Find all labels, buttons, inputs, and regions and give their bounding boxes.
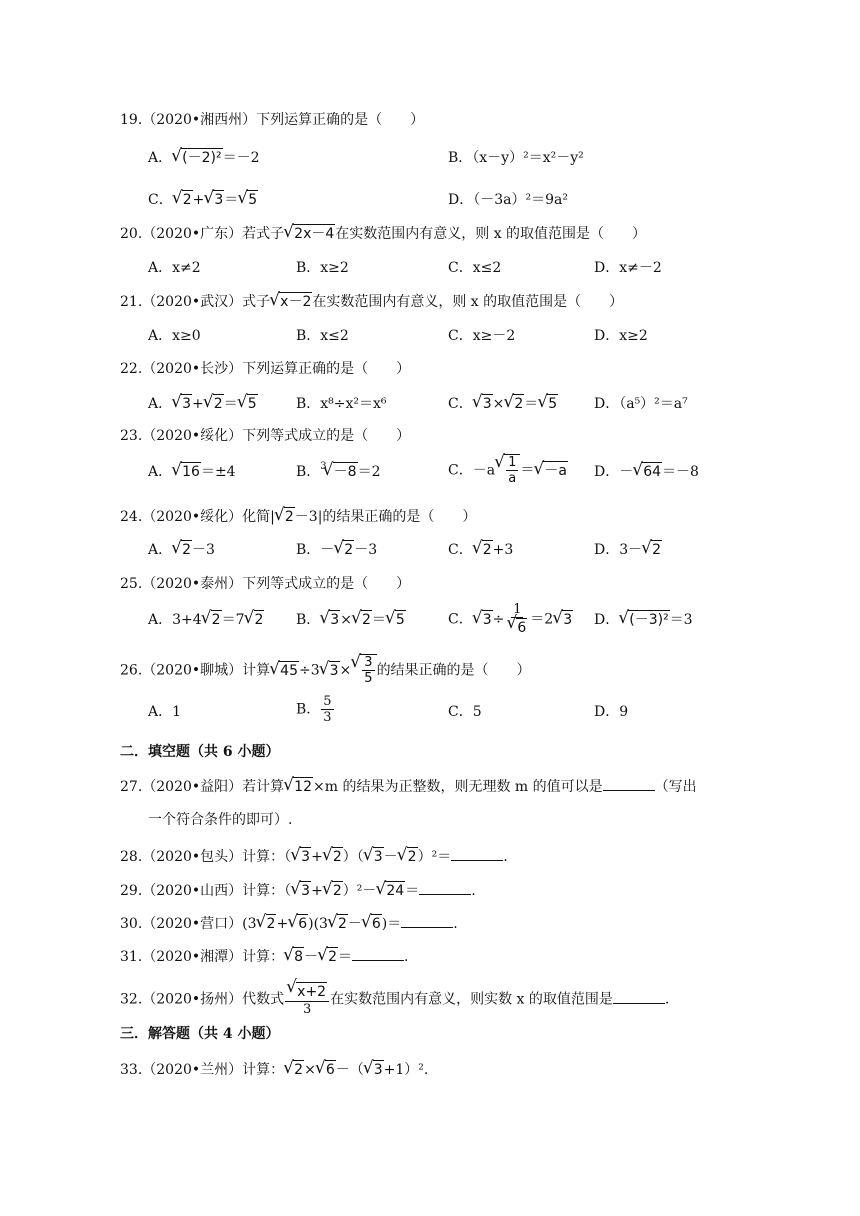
question-20-stem: 20.（2020•广东）若式子√ 2x－4在实数范围内有意义，则 x 的取值范围是（ ） — [120, 224, 646, 244]
answer-blank[interactable] — [401, 913, 453, 928]
question-22-stem: 22.（2020•长沙）下列运算正确的是（ ） — [120, 361, 411, 377]
answer-blank[interactable] — [451, 846, 503, 861]
question-30-stem: 30.（2020•营口）(3√ 2+√ 6)(3√ 2－√ 6)＝ . — [120, 913, 458, 934]
q23-option-b: B．$^3$√ －8＝2 — [296, 462, 381, 484]
q19-option-d: D．（－3a）²＝9a² — [448, 192, 568, 208]
q20-option-a: A．x≠2 — [148, 260, 201, 276]
q22-option-a: A．√ 3+√ 2＝√ 5 — [148, 394, 258, 414]
q24-option-b: B．－√ 2－3 — [296, 540, 377, 560]
q25-option-a: A．3+4√ 2＝7√ 2 — [148, 610, 264, 630]
answer-blank[interactable] — [419, 880, 471, 895]
option-label: A． — [148, 150, 173, 166]
q25-option-c: C．√ 3÷ 1 √ 6 ＝2√ 3 — [448, 602, 573, 637]
q21-option-c: C．x≥－2 — [448, 328, 516, 344]
question-28-stem: 28.（2020•包头）计算：（√ 3+√ 2）（√ 3－√ 2）²＝ . — [120, 846, 508, 867]
q24-option-d: D．3－√ 2 — [594, 540, 662, 560]
q23-option-c: C．－a √ $\frac{1}{a}$ ＝√ －a — [448, 454, 568, 486]
answer-blank[interactable] — [613, 989, 665, 1004]
q26-option-b: B． $\frac{5}{3}$ — [296, 694, 332, 725]
option-tail: ＝－2 — [222, 150, 260, 166]
q21-option-b: B．x≤2 — [296, 328, 349, 344]
answer-blank[interactable] — [352, 946, 404, 961]
q22-option-d: D．（a⁵）²＝a⁷ — [594, 396, 688, 412]
q23-option-a: A．√ 16＝±4 — [148, 462, 236, 482]
q24-option-c: C．√ 2+3 — [448, 540, 513, 560]
answer-blank[interactable] — [603, 776, 655, 791]
q26-option-d: D．9 — [594, 704, 629, 720]
question-27-stem: 27.（2020•益阳）若计算√ 12×m 的结果为正整数，则无理数 m 的值可以是 （写出 — [120, 776, 697, 797]
question-21-stem: 21.（2020•武汉）式子√ x－2在实数范围内有意义，则 x 的取值范围是（ ） — [120, 292, 623, 312]
q26-option-a: A．1 — [148, 704, 182, 720]
q25-option-d: D．√ (－3)²＝3 — [594, 610, 693, 630]
q19-option-a — [148, 148, 260, 168]
section-answer-title: 三．解答题（共 4 小题） — [120, 1026, 280, 1042]
q22-option-c: C．√ 3×√ 2＝√ 5 — [448, 394, 558, 414]
q20-option-c: C．x≤2 — [448, 260, 502, 276]
q20-option-b: B．x≥2 — [296, 260, 349, 276]
question-33-stem: 33.（2020•兰州）计算：√ 2×√ 6－（√ 3+1）². — [120, 1060, 428, 1080]
question-32-stem: 32.（2020•扬州）代数式 √ $\frac{x+2}{3}$ 在实数范围内有意义，则实数 x 的取值范围是 . — [120, 982, 669, 1017]
q19-option-c: C．√ 2+√ 3＝√ 5 — [148, 190, 258, 210]
section-fill-in-title: 二．填空题（共 6 小题） — [120, 744, 280, 760]
question-29-stem: 29.（2020•山西）计算：（√ 3+√ 2）²－√ 24＝ . — [120, 880, 476, 901]
sqrt-expression: √ (－2)² — [172, 148, 222, 168]
question-27-continuation: 一个符合条件的即可）. — [148, 812, 293, 828]
q20-option-d: D．x≠－2 — [594, 260, 662, 276]
question-19-stem: 19.（2020•湘西州）下列运算正确的是（ ） — [120, 112, 425, 128]
q24-option-a: A．√ 2－3 — [148, 540, 215, 560]
question-24-stem: 24.（2020•绥化）化简|√ 2－3|的结果正确的是（ ） — [120, 507, 476, 527]
question-23-stem: 23.（2020•绥化）下列等式成立的是（ ） — [120, 428, 411, 444]
q19-option-b: B．（x－y）²＝x²－y² — [448, 150, 584, 166]
q23-option-d: D．－√ 64＝－8 — [594, 462, 699, 482]
q21-option-a: A．x≥0 — [148, 328, 201, 344]
q25-option-b: B．√ 3×√ 2＝√ 5 — [296, 610, 406, 630]
question-31-stem: 31.（2020•湘潭）计算：√ 8－√ 2＝ . — [120, 946, 408, 967]
question-25-stem: 25.（2020•泰州）下列等式成立的是（ ） — [120, 576, 411, 592]
q21-option-d: D．x≥2 — [594, 328, 648, 344]
q22-option-b: B．x⁸÷x²＝x⁶ — [296, 396, 387, 412]
q26-option-c: C．5 — [448, 704, 482, 720]
question-26-stem: 26.（2020•聊城）计算√ 45÷3√ 3× √ $\frac{3}{5}$ 的结果正确的是（ ） — [120, 654, 531, 686]
